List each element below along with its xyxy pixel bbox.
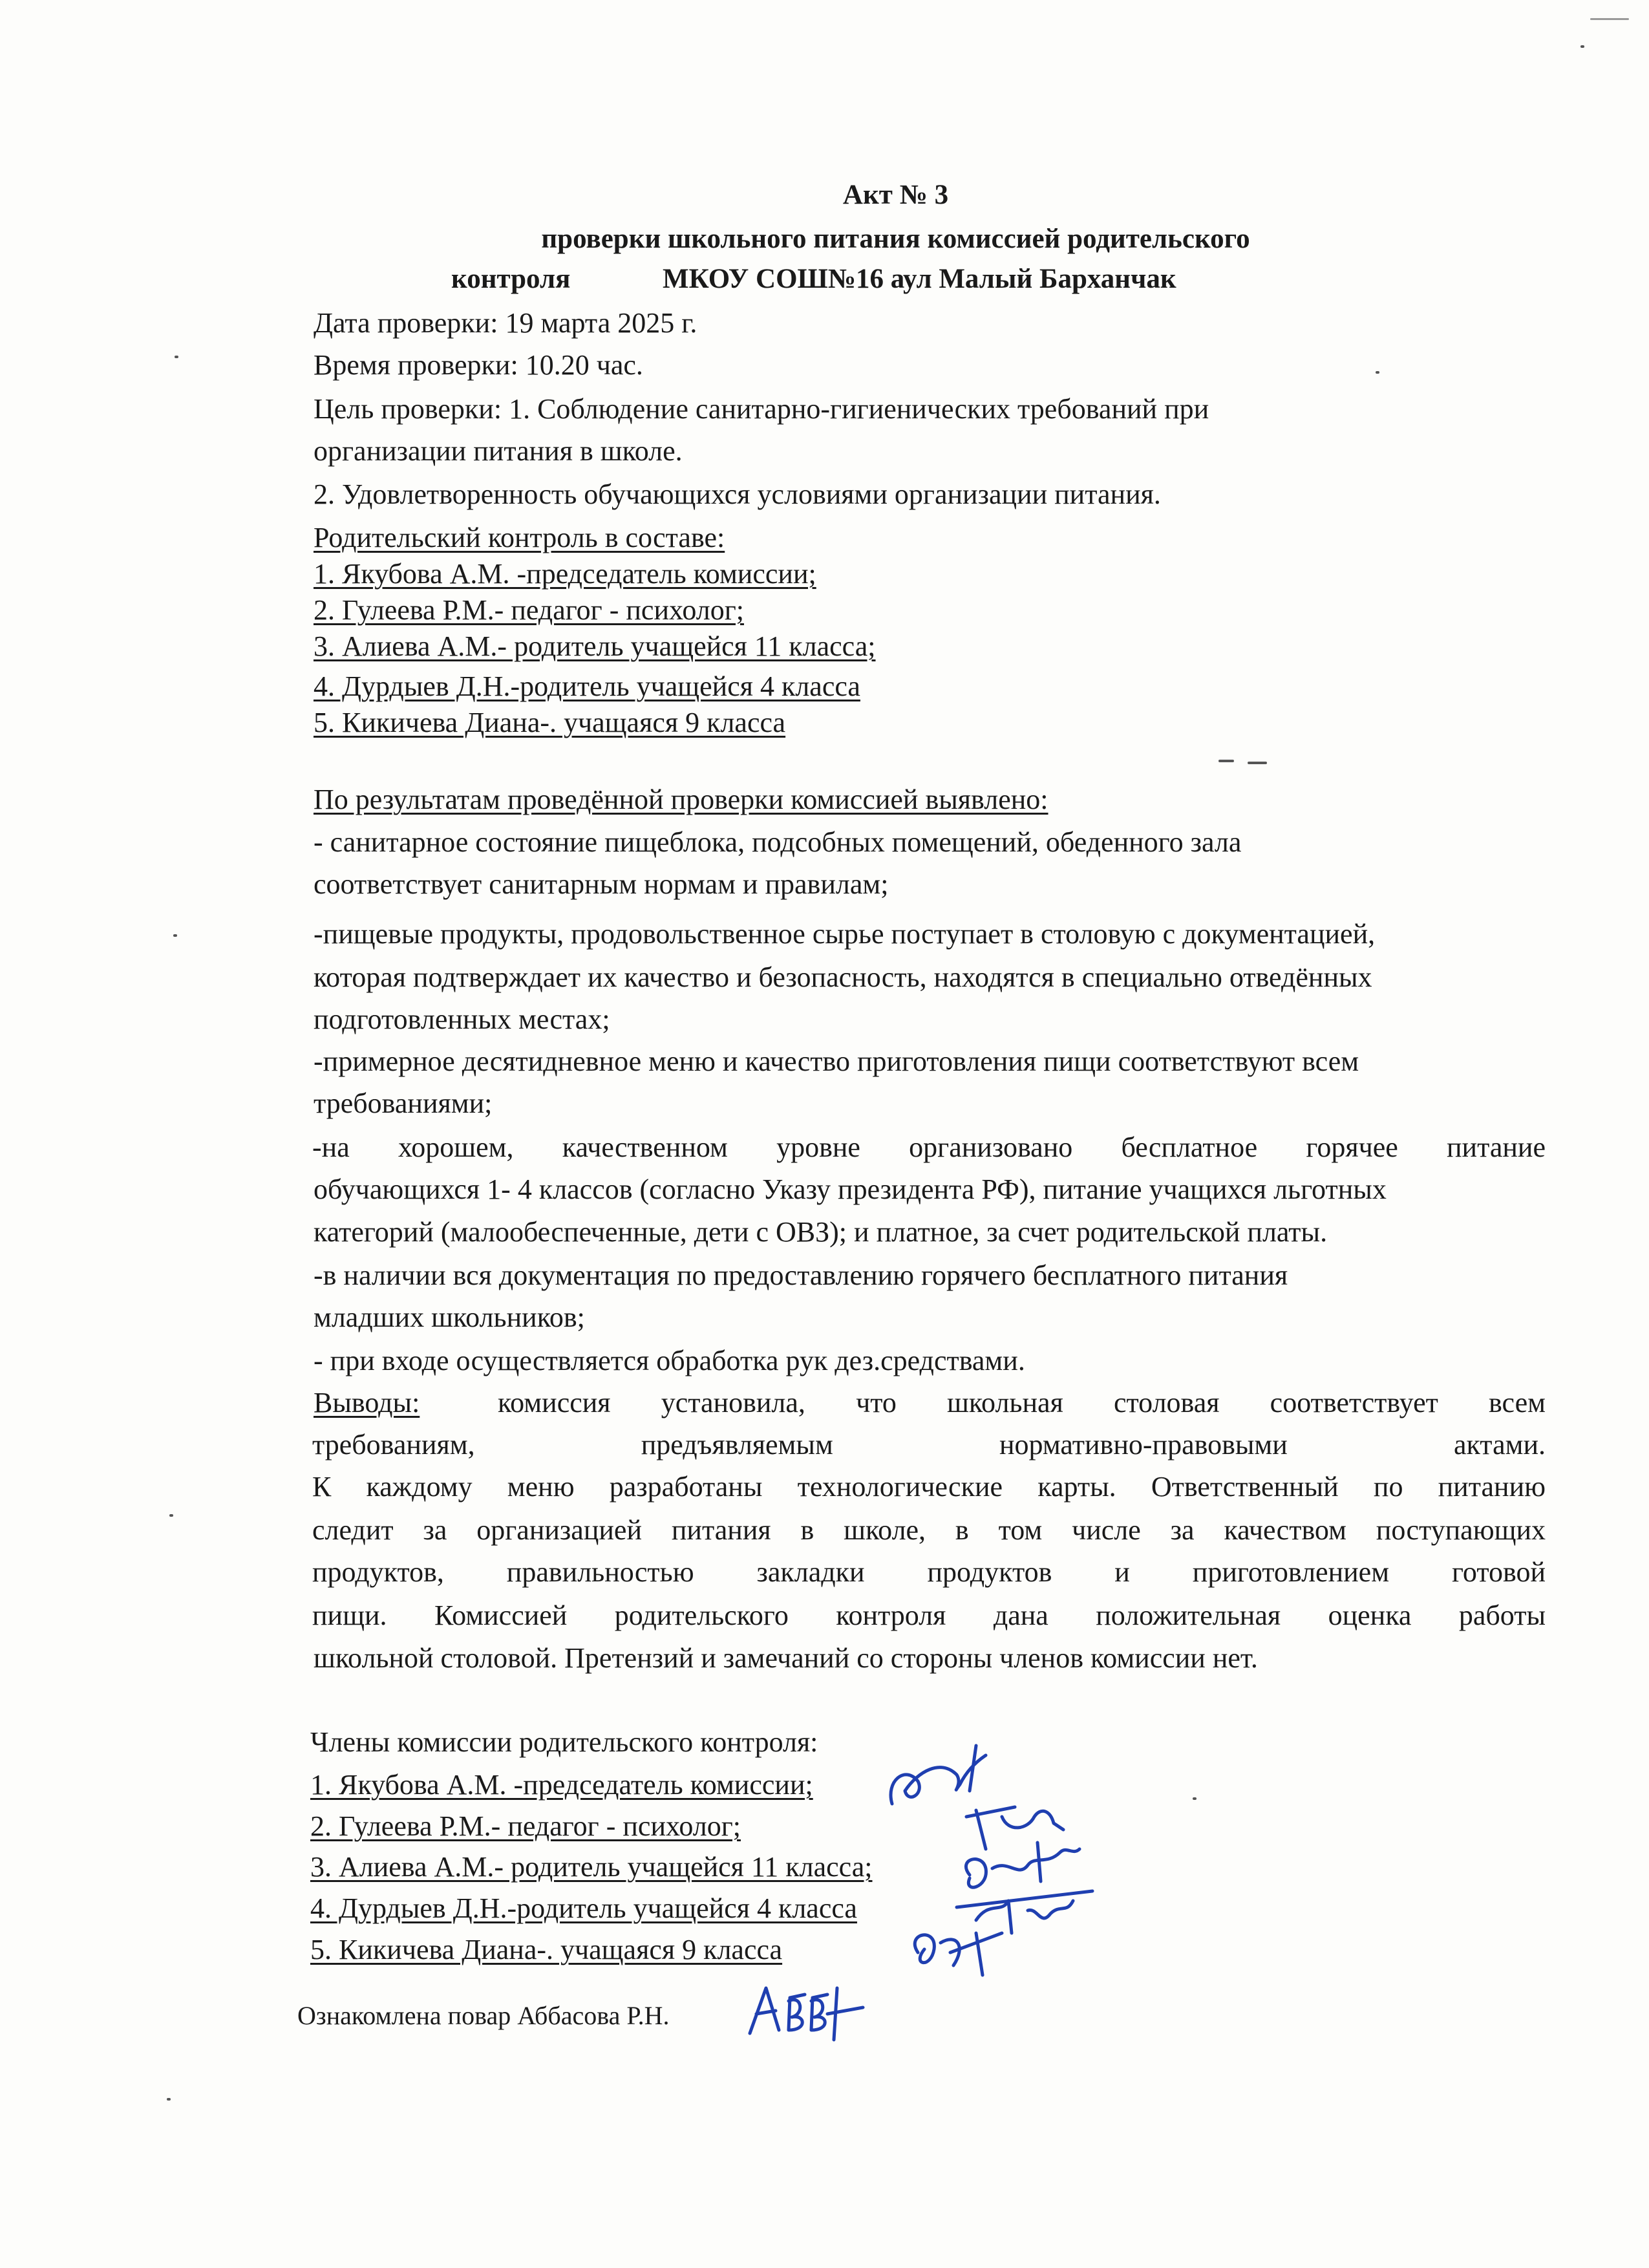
inspection-goal-1-cont: организации питания в школе. [314,435,683,467]
scan-speck [1580,45,1584,48]
signature-member: 1. Якубова А.М. -председатель комиссии; [310,1769,813,1801]
conclusions-line: К каждому меню разработаны технологические карты. Ответственный по питанию [312,1471,1546,1503]
results-line: требованиями; [314,1087,493,1119]
results-line: -на хорошем, качественном уровне организовано бесплатное горячее питание [312,1131,1546,1163]
results-heading: По результатам проведённой проверки комиссией выявлено: [314,784,1048,815]
scan-speck [169,1514,173,1517]
results-line: категорий (малообеспеченные, дети с ОВЗ); и платное, за счет родительской платы. [314,1216,1328,1248]
act-title: Акт № 3 [842,180,949,210]
scan-speck [1218,760,1234,762]
inspection-goal-1: Цель проверки: 1. Соблюдение санитарно-гигиенических требований при [314,393,1209,425]
results-line: которая подтверждает их качество и безопасность, находятся в специально отведённых [314,961,1372,993]
results-line: -пищевые продукты, продовольственное сырье поступает в столовую с документацией, [314,918,1376,950]
subtitle-control-word: контроля [451,264,571,294]
results-line: - санитарное состояние пищеблока, подсобных помещений, обеденного зала [314,826,1242,858]
scan-speck [1193,1797,1197,1800]
scan-speck [175,356,178,358]
conclusions-line: пищи. Комиссией родительского контроля дана положительная оценка работы [312,1599,1546,1631]
conclusions-line: следит за организацией питания в школе, в том числе за качеством поступающих [312,1514,1546,1546]
inspection-time: Время проверки: 10.20 час. [314,349,643,381]
signature-member: 4. Дурдыев Д.Н.-родитель учащейся 4 класса [310,1892,857,1924]
scan-speck [1590,18,1629,20]
commission-member: 5. Кикичева Диана-. учащаяся 9 класса [314,707,786,738]
cook-signature [743,1975,866,2046]
conclusions-line: комиссия установила, что школьная столовая соответствует всем [498,1387,1546,1418]
commission-member: 1. Якубова А.М. -председатель комиссии; [314,558,816,590]
signatures-heading: Члены комиссии родительского контроля: [310,1726,818,1758]
scan-speck [1376,371,1379,374]
conclusions-line: продуктов, правильностью закладки продуктов и приготовлением готовой [312,1556,1546,1588]
results-line: -в наличии вся документация по предоставлению горячего бесплатного питания [314,1259,1288,1291]
school-name: МКОУ СОШ№16 аул Малый Барханчак [663,264,1176,294]
results-line: подготовленных местах; [314,1003,610,1035]
commission-member: 4. Дурдыев Д.Н.-родитель учащейся 4 класса [314,670,860,702]
handwritten-signatures [879,1720,1125,1991]
inspection-date: Дата проверки: 19 марта 2025 г. [314,307,697,339]
commission-member: 2. Гулеева Р.М.- педагог - психолог; [314,594,744,626]
scan-speck [1248,762,1267,764]
signature-member: 2. Гулеева Р.М.- педагог - психолог; [310,1810,741,1842]
cook-acknowledgement: Ознакомлена повар Аббасова Р.Н. [297,2001,670,2030]
commission-member: 3. Алиева А.М.- родитель учащейся 11 класса; [314,630,876,662]
act-subtitle: проверки школьного питания комиссией родительского [541,224,1250,254]
results-line: обучающихся 1- 4 классов (согласно Указу президента РФ), питание учащихся льготных [314,1173,1387,1205]
conclusions-line: школьной столовой. Претензий и замечаний со стороны членов комиссии нет. [314,1642,1258,1674]
signature-member: 3. Алиева А.М.- родитель учащейся 11 класса; [310,1851,873,1883]
results-line: младших школьников; [314,1301,585,1333]
scan-speck [173,934,177,937]
signature-member: 5. Кикичева Диана-. учащаяся 9 класса [310,1934,783,1965]
conclusions-label: Выводы: [314,1387,420,1418]
results-line: - при входе осуществляется обработка рук дез.средствами. [314,1345,1025,1376]
scan-speck [167,2098,171,2101]
commission-heading: Родительский контроль в составе: [314,522,725,553]
conclusions-line: требованиям, предъявляемым нормативно-правовыми актами. [312,1429,1546,1460]
inspection-goal-2: 2. Удовлетворенность обучающихся условиями организации питания. [314,478,1161,510]
results-line: соответствует санитарным нормам и правилам; [314,868,889,900]
results-line: -примерное десятидневное меню и качество приготовления пищи соответствуют всем [314,1045,1359,1077]
